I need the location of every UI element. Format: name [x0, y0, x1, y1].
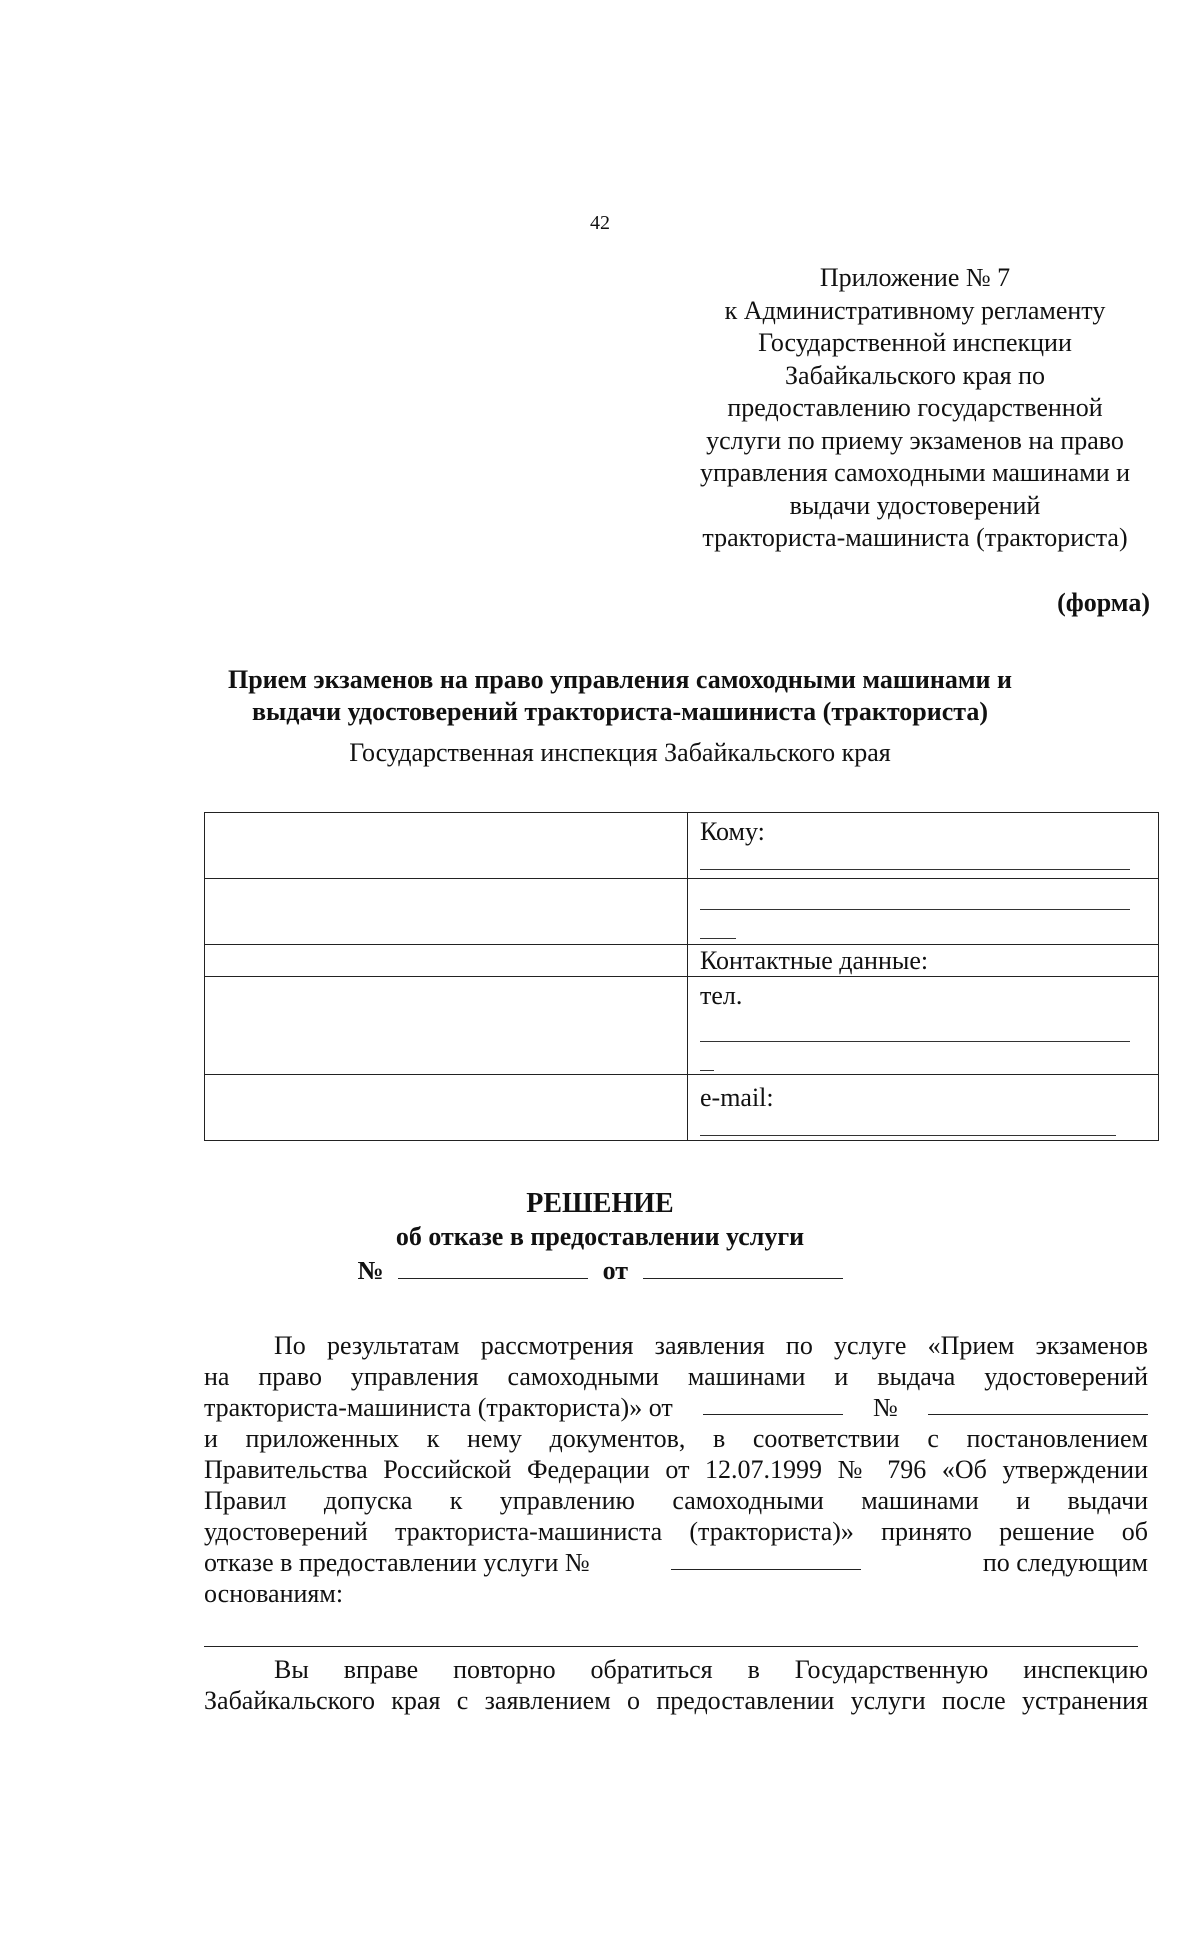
recipient-left-cell — [205, 977, 688, 1075]
recipient-phone-cell[interactable] — [688, 977, 1159, 1075]
service-title — [140, 664, 1100, 728]
paragraph-line: Забайкальского края с заявлением о предоставлении услуги после устранения — [204, 1686, 1148, 1715]
recipient-left-cell — [205, 945, 688, 977]
decision-number-blank[interactable] — [398, 1256, 588, 1279]
paragraph-fragment: тракториста-машиниста (тракториста)» от — [204, 1393, 673, 1422]
decision-date-label: от — [602, 1256, 629, 1285]
decision-subtitle: об отказе в предоставлении услуги — [395, 1222, 805, 1251]
recipient-to-cell[interactable] — [688, 813, 1159, 879]
recipient-to-label: Кому: — [700, 817, 765, 846]
recipient-left-cell — [205, 879, 688, 945]
recipient-to-line-3 — [700, 938, 736, 939]
paragraph-line: удостоверений тракториста-машиниста (тракториста)» принято решение об — [204, 1517, 1148, 1546]
recipient-contacts-cell — [688, 945, 1159, 977]
application-number-blank[interactable] — [928, 1392, 1148, 1415]
phone-line — [700, 1041, 1130, 1042]
page-number: 42 — [590, 212, 610, 234]
recipient-email-cell[interactable] — [688, 1075, 1159, 1141]
decision-number-line — [0, 1256, 1200, 1286]
recipient-left-cell — [205, 1075, 688, 1141]
paragraph-fragment: отказе в предоставлении услуги № — [204, 1548, 590, 1577]
recipient-table — [204, 812, 1159, 1141]
recipient-to-line — [700, 869, 1130, 870]
appendix-line: к Административному регламенту — [724, 295, 1106, 325]
paragraph-line: Правил допуска к управлению самоходными машинами и выдачи — [204, 1486, 1148, 1515]
appendix-line: управления самоходными машинами и — [699, 458, 1131, 487]
appendix-line: предоставлению государственной — [727, 393, 1103, 422]
paragraph-fragment: по следующим — [982, 1548, 1148, 1577]
phone-label: тел. — [700, 981, 743, 1010]
paragraph-line: и приложенных к нему документов, в соответствии с постановлением — [204, 1424, 1148, 1453]
application-date-blank[interactable] — [703, 1392, 843, 1415]
phone-line-2 — [700, 1070, 714, 1071]
appendix-line: Забайкальского края по — [785, 360, 1045, 390]
appendix-line: выдачи удостоверений — [789, 490, 1041, 520]
form-label: (форма) — [1057, 588, 1150, 617]
recipient-to-cell-2[interactable] — [688, 879, 1159, 945]
paragraph-line — [204, 1392, 1148, 1423]
decision-paragraph-2 — [204, 1654, 1148, 1716]
paragraph-line: основаниям: — [204, 1579, 344, 1608]
service-title-line: Прием экзаменов на право управления самоходными машинами и — [227, 665, 1012, 694]
paragraph-line — [204, 1547, 1148, 1578]
appendix-line: Приложение № 7 — [819, 263, 1011, 292]
decision-paragraph-1 — [204, 1330, 1148, 1609]
recipient-to-line-2 — [700, 909, 1130, 910]
recipient-left-cell — [205, 813, 688, 879]
appendix-header — [670, 262, 1160, 555]
paragraph-line: По результатам рассмотрения заявления по услуге «Прием экзаменов — [274, 1331, 1148, 1360]
organization-name: Государственная инспекция Забайкальского края — [349, 738, 891, 767]
service-number-blank[interactable] — [671, 1547, 861, 1570]
paragraph-line: Правительства Российской Федерации от 12.07.1999 № 796 «Об утверждении — [204, 1455, 1148, 1484]
grounds-line[interactable] — [204, 1646, 1138, 1647]
appendix-line: Государственной инспекции — [758, 328, 1072, 357]
decision-date-blank[interactable] — [643, 1256, 843, 1279]
decision-number-label: № — [357, 1256, 384, 1285]
paragraph-line: Вы вправе повторно обратиться в Государственную инспекцию — [274, 1655, 1148, 1684]
email-line — [700, 1135, 1116, 1136]
decision-title: РЕШЕНИЕ — [526, 1188, 674, 1219]
paragraph-line: на право управления самоходными машинами и выдача удостоверений — [204, 1362, 1148, 1391]
email-label: e-mail: — [700, 1083, 774, 1112]
appendix-line: тракториста-машиниста (тракториста) — [702, 523, 1128, 552]
service-title-line: выдачи удостоверений тракториста-машиниста (тракториста) — [251, 697, 989, 726]
paragraph-fragment: № — [873, 1393, 898, 1422]
contacts-label: Контактные данные: — [700, 946, 929, 975]
appendix-line: услуги по приему экзаменов на право — [706, 425, 1124, 455]
